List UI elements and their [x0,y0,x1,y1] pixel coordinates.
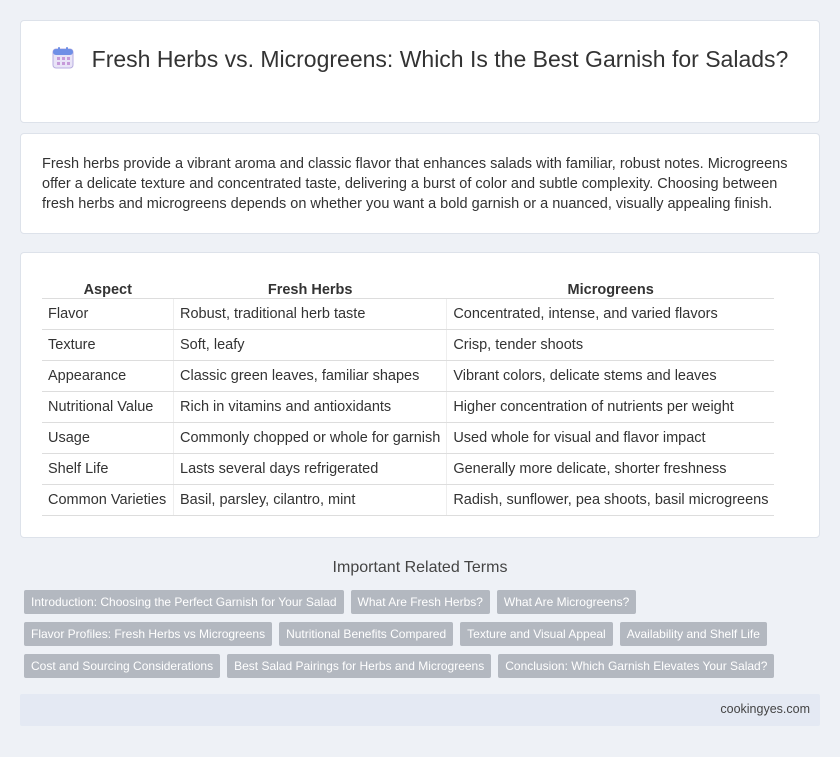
related-term-tag[interactable]: Flavor Profiles: Fresh Herbs vs Microgreens [24,622,272,646]
page-title [21,44,819,77]
related-term-tag[interactable]: Cost and Sourcing Considerations [24,654,220,678]
column-header-aspect: Aspect [42,275,174,299]
table-row [42,330,774,361]
related-terms-heading: Important Related Terms [332,559,508,576]
comparison-table [42,275,774,516]
column-header-fresh-herbs: Fresh Herbs [174,275,447,299]
related-term-tag[interactable]: What Are Microgreens? [497,590,636,614]
footer [20,694,820,726]
related-terms-list [24,590,804,686]
related-term-tag[interactable]: Best Salad Pairings for Herbs and Microgreens [227,654,491,678]
table-cell: Robust, traditional herb taste [174,299,447,330]
table-cell: Lasts several days refrigerated [174,454,447,485]
related-term-tag[interactable]: Texture and Visual Appeal [460,622,613,646]
table-cell: Generally more delicate, shorter freshness [447,454,775,485]
table-row [42,361,774,392]
table-cell: Shelf Life [42,454,174,485]
table-cell: Commonly chopped or whole for garnish [174,423,447,454]
tag-row [24,622,804,646]
table-cell: Usage [42,423,174,454]
table-cell: Concentrated, intense, and varied flavors [447,299,775,330]
footer-site-link[interactable]: cookingyes.com [720,702,810,716]
tag-row [24,590,804,614]
related-term-tag[interactable]: Introduction: Choosing the Perfect Garnish for Your Salad [24,590,344,614]
intro-text: Fresh herbs provide a vibrant aroma and classic flavor that enhances salads with familiar, robust notes. Microgreens offer a delicate texture and concentrated taste, delivering a burst of color and subtle complexity. Choosing between fresh herbs and microgreens depends on whether you want a bold garnish or a nuanced, visually appealing finish. [42,156,788,212]
table-cell: Common Varieties [42,485,174,516]
related-term-tag[interactable]: Availability and Shelf Life [620,622,767,646]
table-row [42,454,774,485]
table-cell: Crisp, tender shoots [447,330,775,361]
table-cell: Higher concentration of nutrients per weight [447,392,775,423]
table-cell: Texture [42,330,174,361]
table-header-row [42,275,774,299]
table-cell: Rich in vitamins and antioxidants [174,392,447,423]
table-cell: Used whole for visual and flavor impact [447,423,775,454]
comparison-table-card [20,252,820,538]
calendar-icon [52,46,74,77]
related-term-tag[interactable]: Conclusion: Which Garnish Elevates Your Salad? [498,654,774,678]
column-header-microgreens: Microgreens [447,275,775,299]
table-cell: Flavor [42,299,174,330]
table-cell: Classic green leaves, familiar shapes [174,361,447,392]
intro-card [20,133,820,234]
table-row [42,423,774,454]
table-cell: Appearance [42,361,174,392]
related-term-tag[interactable]: Nutritional Benefits Compared [279,622,453,646]
related-term-tag[interactable]: What Are Fresh Herbs? [351,590,490,614]
table-cell: Soft, leafy [174,330,447,361]
table-row [42,485,774,516]
page-title-text: Fresh Herbs vs. Microgreens: Which Is the Best Garnish for Salads? [91,46,789,72]
table-row [42,392,774,423]
tag-row [24,654,804,678]
table-row [42,299,774,330]
table-cell: Nutritional Value [42,392,174,423]
table-cell: Vibrant colors, delicate stems and leaves [447,361,775,392]
table-cell: Basil, parsley, cilantro, mint [174,485,447,516]
table-cell: Radish, sunflower, pea shoots, basil microgreens [447,485,775,516]
title-card [20,20,820,123]
